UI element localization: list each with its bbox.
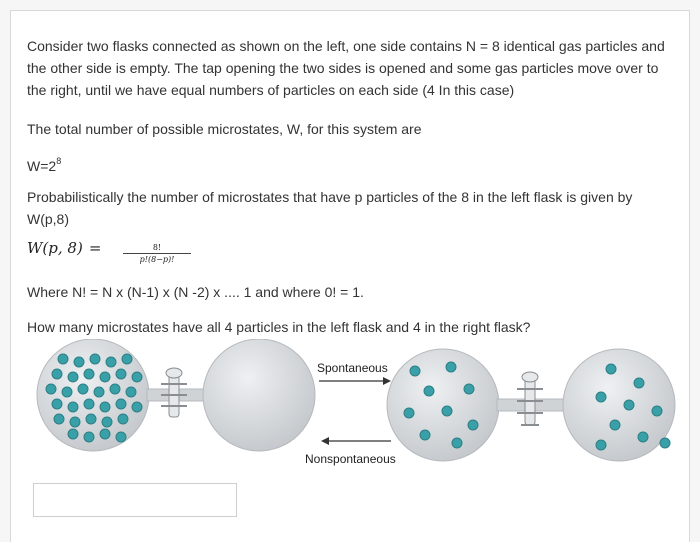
gas-particle [68, 402, 78, 412]
gas-particle [84, 399, 94, 409]
nonspontaneous-label: Nonspontaneous [305, 452, 396, 466]
question-ask: How many microstates have all 4 particles in the left flask and 4 in the right flask? [27, 319, 531, 335]
spontaneous-label: Spontaneous [317, 361, 388, 375]
gas-particle [452, 438, 462, 448]
gas-particle [100, 402, 110, 412]
gas-particle [420, 430, 430, 440]
w-exponent: 8 [56, 156, 62, 166]
gas-particle [106, 357, 116, 367]
gas-particle [68, 429, 78, 439]
gas-particle [110, 384, 120, 394]
gas-particle [404, 408, 414, 418]
gas-particle [116, 399, 126, 409]
gas-particle [638, 432, 648, 442]
gas-particle [132, 402, 142, 412]
gas-particle [410, 366, 420, 376]
gas-particle [464, 384, 474, 394]
gas-particle [116, 432, 126, 442]
microstates-intro: The total number of possible microstates, W, for this system are [27, 121, 422, 137]
gas-particle [606, 364, 616, 374]
formula [27, 239, 107, 257]
gas-particle [74, 357, 84, 367]
gas-particle [652, 406, 662, 416]
gas-particle [118, 414, 128, 424]
gas-particle [634, 378, 644, 388]
formula-denominator: p!(8−p)! [139, 255, 175, 264]
gas-particle [86, 414, 96, 424]
spontaneous-arrow-icon [319, 377, 391, 385]
gas-particle [122, 354, 132, 364]
gas-particle [58, 354, 68, 364]
gas-particle [596, 392, 606, 402]
factorial-definition: Where N! = N x (N-1) x (N -2) x .... 1 and where 0! = 1. [27, 284, 364, 300]
formula-fraction [123, 243, 191, 264]
gas-particle [446, 362, 456, 372]
formula-lhs: W(p, 8) [27, 239, 83, 257]
question-intro: Consider two flasks connected as shown on the left, one side contains N = 8 identical gas particles and the other side is empty. The tap opening the two sides is opened and some gas particles move over to the right, until we have equal numbers of particles on each side (4 In this case) [27, 38, 665, 98]
gas-particle [100, 372, 110, 382]
gas-particle [132, 372, 142, 382]
gas-particle [116, 369, 126, 379]
right-flask-right [563, 349, 675, 461]
gas-particle [54, 414, 64, 424]
gas-particle [52, 369, 62, 379]
probability-text: Probabilistically the number of microstates that have p particles of the 8 in the left flask is given by W(p,8) [27, 189, 633, 227]
answer-input[interactable] [33, 483, 237, 517]
left-flask-empty [203, 339, 315, 451]
gas-particle [624, 400, 634, 410]
gas-particle [100, 429, 110, 439]
gas-particle [94, 387, 104, 397]
right-flask-pair [387, 349, 675, 461]
gas-particle [660, 438, 670, 448]
question-card [10, 10, 690, 542]
gas-particle [68, 372, 78, 382]
gas-particle [126, 387, 136, 397]
gas-particle [90, 354, 100, 364]
gas-particle [46, 384, 56, 394]
gas-particle [62, 387, 72, 397]
gas-particle [610, 420, 620, 430]
nonspontaneous-arrow-icon [321, 437, 391, 445]
gas-particle [424, 386, 434, 396]
formula-numerator: 8! [123, 243, 191, 254]
gas-particle [78, 384, 88, 394]
gas-particle [84, 432, 94, 442]
gas-particle [52, 399, 62, 409]
gas-particle [84, 369, 94, 379]
w-base: W=2 [27, 158, 57, 174]
gas-particle [102, 417, 112, 427]
w-total [27, 150, 61, 177]
gas-particle [70, 417, 80, 427]
gas-particle [596, 440, 606, 450]
right-flask-left [387, 349, 499, 461]
formula-equals: = [88, 239, 102, 257]
flasks-figure [11, 339, 691, 469]
left-flask-pair [37, 339, 315, 451]
gas-particle [442, 406, 452, 416]
gas-particle [468, 420, 478, 430]
